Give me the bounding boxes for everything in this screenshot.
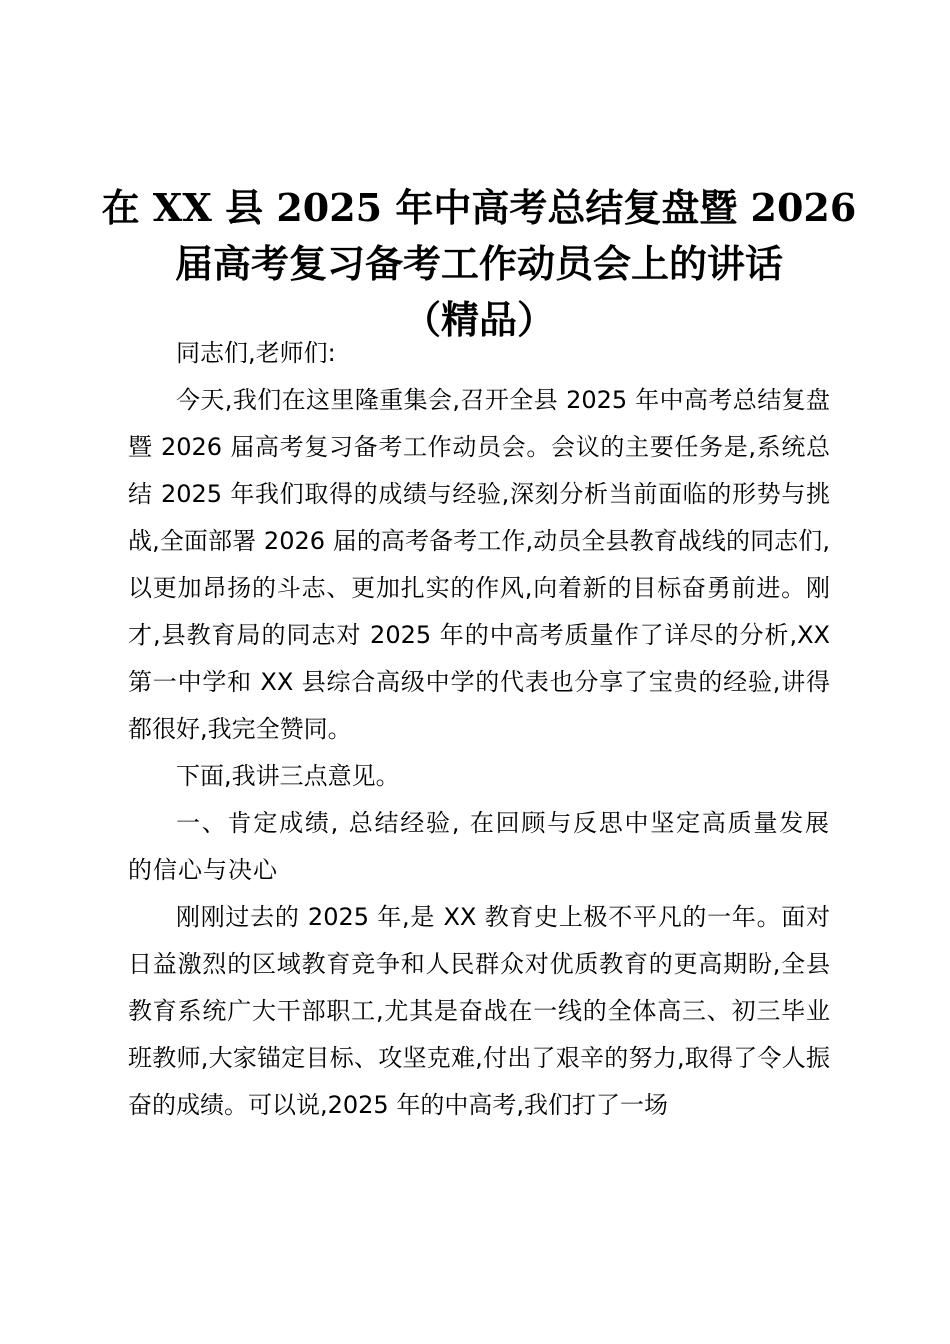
salutation-paragraph: 同志们,老师们: xyxy=(176,339,336,367)
outline-paragraph: 下面,我讲三点意见。 xyxy=(176,762,400,790)
title-line-2: 届高考复习备考工作动员会上的讲话 xyxy=(174,241,783,286)
title-line-3: （精品） xyxy=(402,297,555,342)
review-paragraph: 刚刚过去的 2025 年,是 XX 教育史上极不平凡的一年。面对日益激烈的区域教育竞争和人民群众对优质教育的更高期盼,全县教育系统广大干部职工,尤其是奋战在一线的全体高三、初三毕业班教师,大家锚定目标、攻坚克难,付出了艰辛的努力,取得了令人振奋的成绩。可以说,2025 年的中高考,我们打了一场 xyxy=(128,903,830,1119)
title-line-1: 在 XX 县 2025 年中高考总结复盘暨 2026 xyxy=(101,185,857,230)
section-heading-1: 一、肯定成绩, 总结经验, 在回顾与反思中坚定高质量发展的信心与决心 xyxy=(128,809,830,884)
document-title xyxy=(100,180,858,348)
document-body xyxy=(128,330,830,1129)
opening-paragraph: 今天,我们在这里隆重集会,召开全县 2025 年中高考总结复盘暨 2026 届高考复习备考工作动员会。会议的主要任务是,系统总结 2025 年我们取得的成绩与经验,深刻分析当前面临的形势与挑战,全面部署 2026 届的高考备考工作,动员全县教育战线的同志们,以更加昂扬的斗志、更加扎实的作风,向着新的目标奋勇前进。刚才,县教育局的同志对 2025 年的中高考质量作了详尽的分析,XX 第一中学和 XX 县综合高级中学的代表也分享了宝贵的经验,讲得都很好,我完全赞同。 xyxy=(128,386,830,743)
